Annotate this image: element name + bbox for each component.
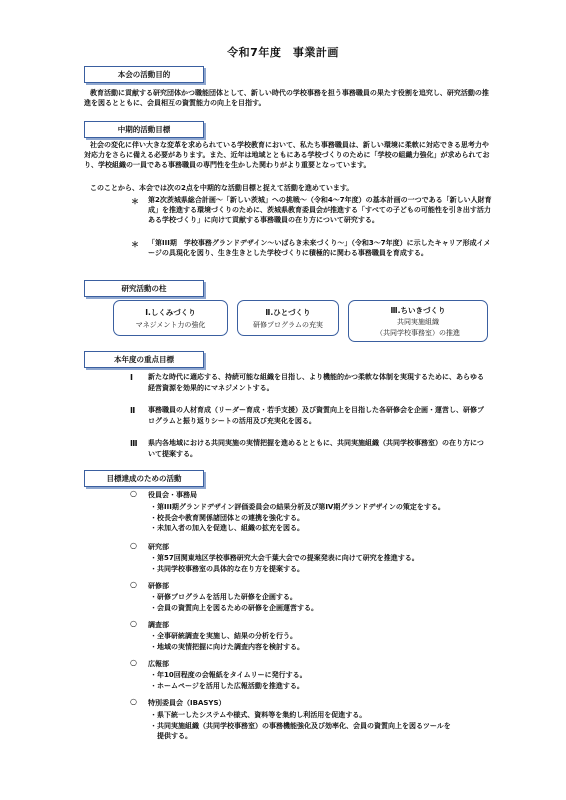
activity-line: ・第III期グランドデザイン評価委員会の結果分析及び第IV期グランドデザインの策定をする。 xyxy=(150,503,445,511)
activity-line: ・未加入者の加入を促進し、組織の拡充を図る。 xyxy=(150,524,304,532)
bullet-mark: ＊ xyxy=(131,197,139,206)
midterm-lead: このことから、本会では次の2点を中期的な活動目標と捉えて活動を進めています。 xyxy=(90,184,354,192)
priority-text: 事務職員の人材育成（リーダー育成・若手支援）及び資質向上を目指した各研修会を企画・運営し、研修プログラムと振り返りシートの活用及び充実化を図る。 xyxy=(148,406,484,425)
pillar-title: Ⅲ.ちいきづくり xyxy=(390,306,446,315)
priority-text: 新たな時代に適応する、持続可能な組織を目指し、より機能的かつ柔軟な体制を実現するために、あらゆる経営資源を効果的にマネジメントする。 xyxy=(148,373,484,392)
activity-list xyxy=(150,710,490,742)
page-title: 令和7年度 事業計画 xyxy=(227,46,339,59)
circle-bullet-icon: ○ xyxy=(130,697,137,706)
priority-number: Ⅱ xyxy=(130,406,136,415)
activity-line: ・ホームページを活用した広報活動を推進する。 xyxy=(150,681,304,690)
activity-name: 調査部 xyxy=(148,621,169,629)
activity-list xyxy=(150,631,490,652)
pillar-subtitle: 研修プログラムの充実 xyxy=(253,321,323,329)
activity-list xyxy=(150,670,490,691)
section-heading-priorities: 本年度の重点目標 xyxy=(84,351,204,368)
pillar-subtitle: マネジメント力の強化 xyxy=(135,321,206,329)
activity-name: 特別委員会（IBASYS） xyxy=(148,699,226,707)
priority-number: Ⅰ xyxy=(130,373,133,382)
activity-line: ・研修プログラムを活用した研修を企画する。 xyxy=(150,593,297,601)
midterm-bullet-1: 第2次茨城県総合計画～「新しい茨城」への挑戦～（令和4～7年度）の基本計画の一つである「新しい人財育成」を推進する環境づくりのために、茨城県教育委員会が推進する「すべての子どもの可能性を引き出す活力ある学校づくり」に向けて貢献する事務職員の在り方について研究する。 xyxy=(148,196,492,224)
activity-line: ・会員の資質向上を図るための研修を企画運営する。 xyxy=(150,603,318,612)
activity-list xyxy=(150,592,490,613)
activity-line: ・年10回程度の会報紙をタイムリーに発行する。 xyxy=(150,671,307,679)
priority-number: Ⅲ xyxy=(130,439,138,448)
activity-line: ・第57回関東地区学校事務研究大会千葉大会での提案発表に向けて研究を推進する。 xyxy=(150,554,419,562)
pillar-subtitle: 共同実施組織 xyxy=(397,318,439,326)
activity-line: ・全事研統調査を実施し、結果の分析を行う。 xyxy=(150,632,297,640)
circle-bullet-icon: ○ xyxy=(130,489,137,498)
activity-line: ・県下統一したシステムや様式、資料等を集約し利活用を促進する。 xyxy=(150,711,367,719)
activity-name: 研究部 xyxy=(148,543,169,551)
activity-line: ・共同実施組織（共同学校事務室）の事務機能強化及び効率化、会員の資質向上を図るツールを xyxy=(150,721,451,730)
activity-name: 役員会・事務局 xyxy=(148,491,197,499)
circle-bullet-icon: ○ xyxy=(130,541,137,550)
activity-line: ・地域の実情把握に向けた調査内容を検討する。 xyxy=(150,642,304,651)
activity-line: 提供する。 xyxy=(150,732,192,740)
pillar-card xyxy=(237,300,339,336)
pillar-title: Ⅱ.ひとづくり xyxy=(265,308,311,317)
section-heading-pillars: 研究活動の柱 xyxy=(84,280,204,297)
section-heading-midterm: 中期的活動目標 xyxy=(84,121,204,138)
pillar-subtitle: （共同学校事務室）の推進 xyxy=(376,329,460,337)
pillar-card xyxy=(113,300,228,336)
activity-line: ・校長会や教育関係諸団体との連携を強化する。 xyxy=(150,513,304,522)
circle-bullet-icon: ○ xyxy=(130,580,137,589)
circle-bullet-icon: ○ xyxy=(130,658,137,667)
bullet-mark: ＊ xyxy=(131,240,139,249)
midterm-bullet-2: 「第III期 学校事務グランドデザイン～いばらき未来づくり～」（令和3～7年度）に示したキャリア形成イメージの具現化を図り、生き生きとした学校づくりに積極的に関わる事務職員を育成する。 xyxy=(148,239,491,257)
activity-list xyxy=(150,502,490,534)
midterm-text: 社会の変化に伴い大きな変革を求められている学校教育において、私たち事務職員は、新しい環境に柔軟に対応できる思考力や対応力をさらに備える必要があります。また、近年は地域とともにある学校づくりのために「学校の組織力強化」が求められており、学校組織の一員である事務職員の専門性を生かした関わりがより重要となっています。 xyxy=(84,141,490,169)
purpose-text: 教育活動に貢献する研究団体かつ職能団体として、新しい時代の学校事務を担う事務職員の果たす役割を追究し、研究活動の推進を図るとともに、会員相互の資質能力の向上を目指す。 xyxy=(84,89,489,107)
activity-name: 研修部 xyxy=(148,582,169,590)
priority-text: 県内各地域における共同実施の実情把握を進めるとともに、共同実施組織（共同学校事務室）の在り方について提案する。 xyxy=(148,439,484,458)
pillar-card xyxy=(348,300,488,342)
activity-list xyxy=(150,553,490,574)
activity-line: ・共同学校事務室の具体的な在り方を提案する。 xyxy=(150,564,304,573)
activity-name: 広報部 xyxy=(148,660,169,668)
section-heading-purpose: 本会の活動目的 xyxy=(84,66,204,83)
section-heading-activities: 目標達成のための活動 xyxy=(84,470,204,487)
circle-bullet-icon: ○ xyxy=(130,619,137,628)
pillar-title: Ⅰ.しくみづくり xyxy=(145,308,196,317)
